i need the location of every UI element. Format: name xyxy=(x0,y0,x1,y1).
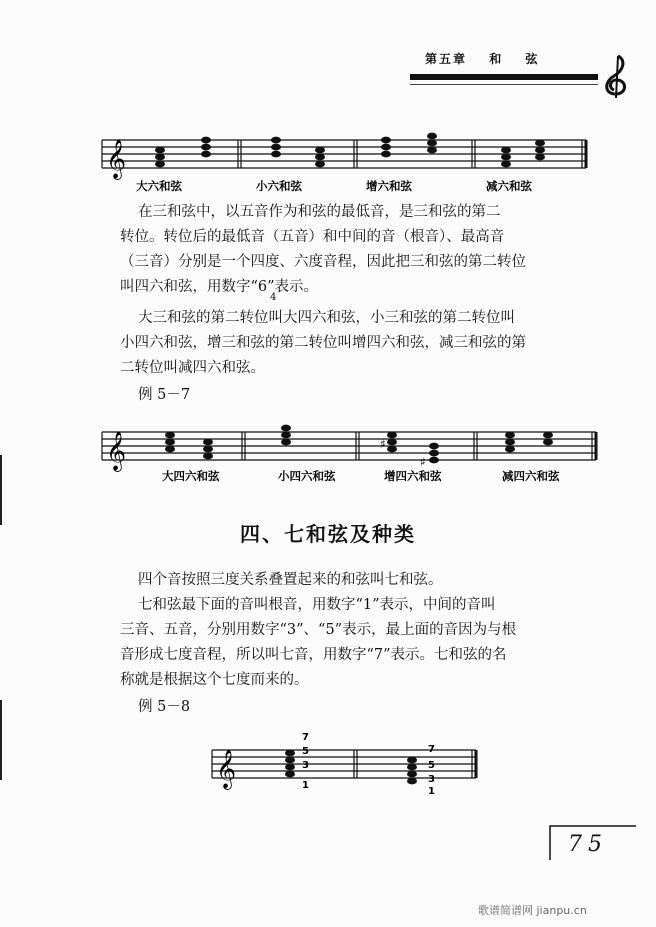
chord-label: 增四六和弦 xyxy=(384,469,442,483)
example-label: 例 5－8 xyxy=(138,699,191,715)
chord-label: 减四六和弦 xyxy=(502,469,560,483)
sharp-icon: ♯ xyxy=(380,437,386,451)
example-label: 例 5－7 xyxy=(138,387,191,403)
staff-seventh-chords xyxy=(210,728,480,798)
scan-margin-mark xyxy=(0,455,2,525)
chapter-title-1: 和 xyxy=(489,52,504,66)
interval-number: 3 xyxy=(302,760,309,771)
staff-six-four-chords xyxy=(100,420,600,490)
text-line: 音形成七度音程，所以叫七音，用数字“7”表示。七和弦的名 xyxy=(120,647,507,663)
text-line: 七和弦最下面的音叫根音，用数字“1”表示，中间的音叫 xyxy=(138,597,496,613)
chord-label: 大六和弦 xyxy=(136,179,182,193)
text-line: 大三和弦的第二转位叫大四六和弦，小三和弦的第二转位叫 xyxy=(138,310,515,326)
paragraph-six-four-chords xyxy=(120,306,595,381)
text-line: 四个音按照三度关系叠置起来的和弦叫七和弦。 xyxy=(138,572,443,588)
interval-number: 5 xyxy=(302,746,309,757)
chapter-title-2: 弦 xyxy=(525,52,540,66)
treble-clef-icon: 𝄞 xyxy=(106,139,127,179)
text-line: 叫四六和弦，用数字“6”表示。 xyxy=(120,279,319,295)
interval-number: 3 xyxy=(428,774,435,785)
interval-number: 7 xyxy=(428,744,435,755)
chord-label: 减六和弦 xyxy=(486,179,532,193)
chord-label: 增六和弦 xyxy=(366,179,412,193)
interval-number: 5 xyxy=(428,760,435,771)
text-line: 三音、五音，分别用数字“3”、“5”表示，最上面的音因为与根 xyxy=(120,622,517,638)
chord-label: 小六和弦 xyxy=(256,179,302,193)
header-rule xyxy=(410,74,598,80)
text-line: 称就是根据这个七度而来的。 xyxy=(120,672,309,688)
treble-clef-ornament-icon xyxy=(596,52,638,100)
interval-number: 1 xyxy=(428,786,435,797)
chord-label: 大四六和弦 xyxy=(162,469,220,483)
scan-margin-mark xyxy=(0,700,2,780)
chord-label: 小四六和弦 xyxy=(278,469,336,483)
chapter-label: 第五章 xyxy=(425,52,468,66)
text-line: （三音）分别是一个四度、六度音程，因此把三和弦的第二转位 xyxy=(120,254,526,270)
watermark: 歌谱简谱网 jianpu.cn xyxy=(478,904,587,917)
sharp-icon: ♯ xyxy=(420,455,426,469)
interval-number: 7 xyxy=(302,732,309,743)
running-header xyxy=(425,50,555,67)
text-line: 转位。转位后的最低音（五音）和中间的音（根音）、最高音 xyxy=(120,229,505,245)
page-number: 75 xyxy=(568,832,608,857)
interval-number: 1 xyxy=(302,780,309,791)
figured-bass-subscript: 4 xyxy=(270,292,277,303)
text-line: 在三和弦中，以五音作为和弦的最低音，是三和弦的第二 xyxy=(138,204,501,220)
staff-sixth-chords xyxy=(100,130,590,200)
treble-clef-icon: 𝄞 xyxy=(216,749,237,789)
section-heading: 四、七和弦及种类 xyxy=(240,522,416,546)
treble-clef-icon: 𝄞 xyxy=(106,431,127,471)
paragraph-second-inversion xyxy=(120,200,595,300)
header-rule-thin xyxy=(410,84,598,85)
paragraph-seventh-chords xyxy=(120,568,595,693)
text-line: 二转位叫减四六和弦。 xyxy=(120,360,265,376)
text-line: 小四六和弦，增三和弦的第二转位叫增四六和弦，减三和弦的第 xyxy=(120,335,526,351)
